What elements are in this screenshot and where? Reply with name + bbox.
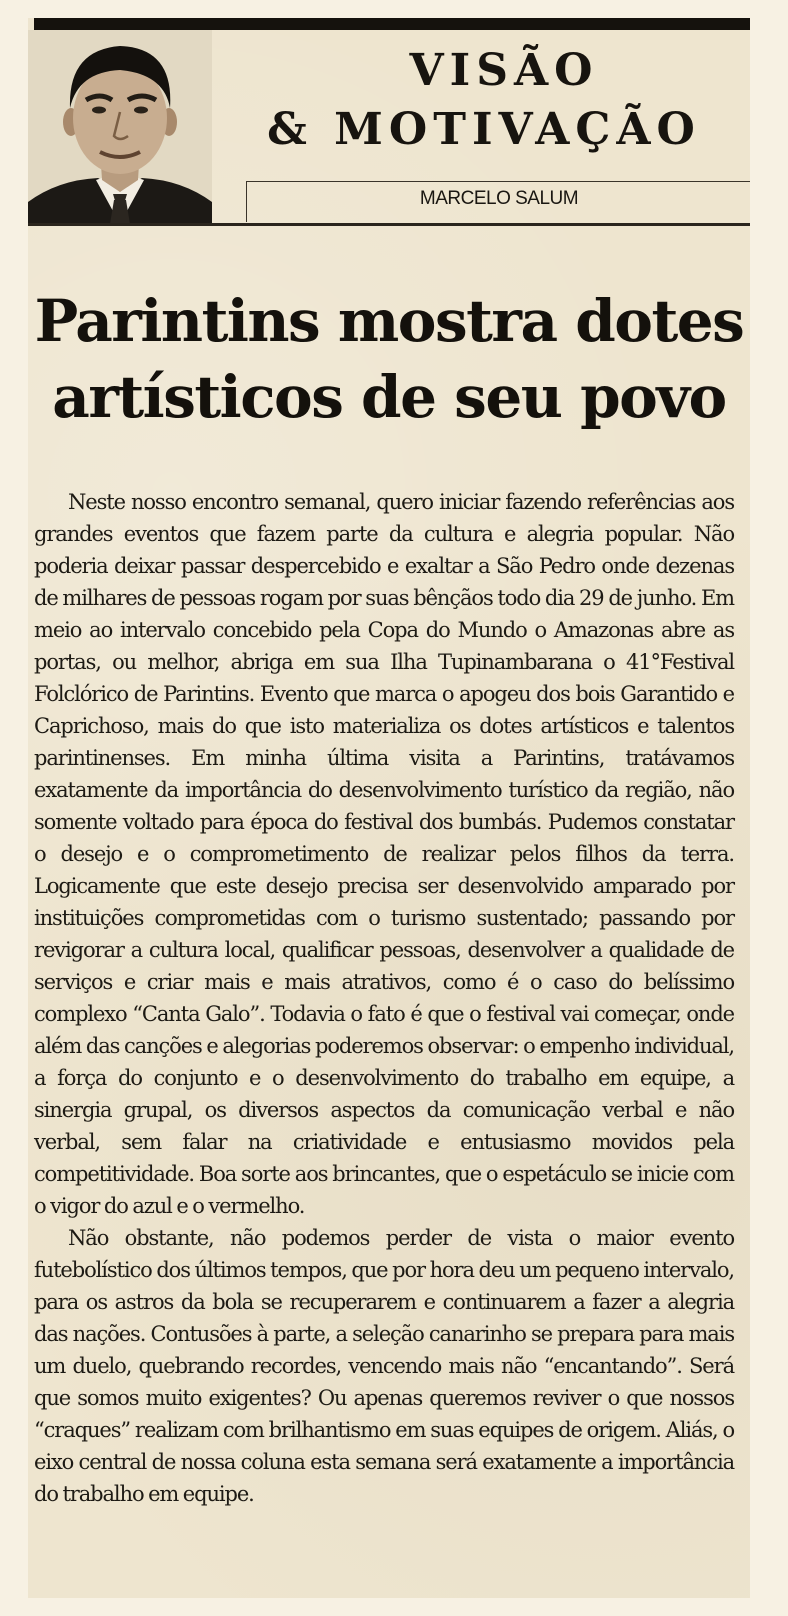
column-title-line1: VISÃO [409, 45, 599, 96]
headline-line2: artísticos de seu povo [52, 363, 726, 431]
headline [28, 283, 750, 435]
column-title-line2: & MOTIVAÇÃO [267, 104, 701, 155]
article-paragraph-1: Neste nosso encontro semanal, quero iniciar fazendo referências aos grandes eventos que fazem parte da cultura e alegria popular. Não poderia deixar passar despercebido e exaltar a São Pedro onde dezenas de milhares de pessoas rogam por suas bênçãos todo dia 29 de junho. Em meio ao intervalo concebido pela Copa do Mundo o Amazonas abre as portas, ou melhor, abriga em sua Ilha Tupinambarana o 41°Festival Folclórico de Parintins. Evento que marca o apogeu dos bois Garantido e Caprichoso, mais do que isto materializa os dotes artísticos e talentos parintinenses. Em minha última visita a Parintins, tratávamos exatamente da importância do desenvolvimento turístico da região, não somente voltado para época do festival dos bumbás. Pudemos constatar o desejo e o comprometimento de realizar pelos filhos da terra. Logicamente que este desejo precisa ser desenvolvido amparado por instituições comprometidas com o turismo sustentado; passando por revigorar a cultura local, qualificar pessoas, desenvolver a qualidade de serviços e criar mais e mais atrativos, como é o caso do belíssimo complexo “Canta Galo”. Todavia o fato é que o festival vai começar, onde além das canções e alegorias poderemos observar: o empenho individual, a força do conjunto e o desenvolvimento do trabalho em equipe, a sinergia grupal, os diversos aspectos da comunicação verbal e não verbal, sem falar na criatividade e entusiasmo movidos pela competitividade. Boa sorte aos brincantes, que o espetáculo se inicie com o vigor do azul e o vermelho. [34, 490, 734, 1218]
header-rule [28, 223, 750, 226]
author-portrait-icon [28, 30, 212, 224]
newspaper-clipping [28, 18, 750, 1598]
top-rule [34, 18, 750, 30]
column-title [224, 42, 744, 160]
author-byline: MARCELO SALUM [419, 188, 579, 209]
author-photo [28, 30, 212, 224]
headline-line1: Parintins mostra dotes [34, 287, 744, 355]
byline-box [246, 181, 750, 222]
article-body [34, 486, 734, 1510]
article-paragraph-2: Não obstante, não podemos perder de vista o maior evento futebolístico dos últimos tempos, que por hora deu um pequeno intervalo, para os astros da bola se recuperarem e continuarem a fazer a alegria das nações. Contusões à parte, a seleção canarinho se prepara para mais um duelo, quebrando recordes, vencendo mais não “encantando”. Será que somos muito exigentes? Ou apenas queremos reviver o que nossos “craques” realizam com brilhantismo em suas equipes de origem. Aliás, o eixo central de nossa coluna esta semana será exatamente a importância do trabalho em equipe. [34, 1226, 734, 1506]
